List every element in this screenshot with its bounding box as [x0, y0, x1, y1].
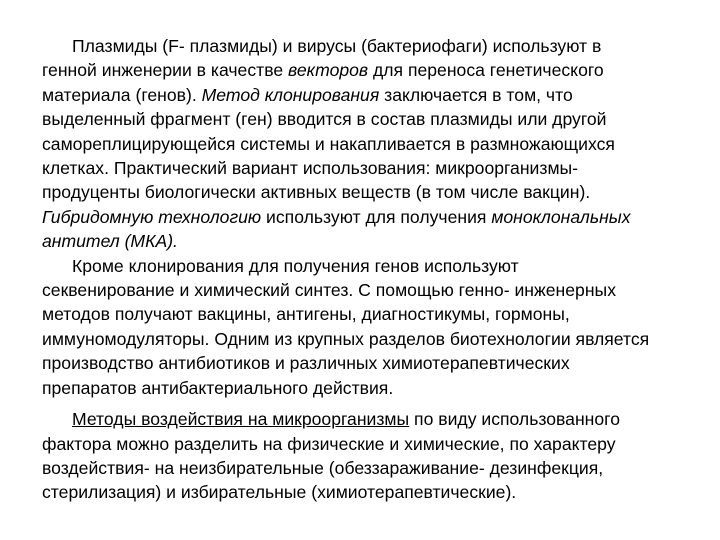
- text-line: [42, 456, 690, 480]
- text-line: [42, 302, 690, 326]
- text-line: [42, 480, 690, 504]
- text-run: материала (генов).: [42, 84, 202, 105]
- text-run: используют для получения: [261, 206, 492, 227]
- text-line: [42, 83, 690, 107]
- text-run: производство антибиотиков и различных химиотерапевтических: [42, 353, 570, 374]
- text-line: [42, 327, 690, 351]
- italic-term: моноклональных: [491, 206, 631, 227]
- text-run: генной инженерии в качестве: [42, 60, 289, 81]
- underlined-heading: Методы воздействия на микроорганизмы: [72, 409, 410, 430]
- text-run: секвенирование и химический синтез. С помощью генно- инженерных: [42, 280, 617, 301]
- text-run: Кроме клонирования для получения генов используют: [72, 255, 519, 276]
- text-line: [42, 180, 690, 204]
- text-run: заключается в том, что: [379, 84, 573, 105]
- text-run: Плазмиды (F- плазмиды) и вирусы (бактериофаги) используют в: [72, 36, 602, 56]
- text-line: [42, 254, 690, 278]
- text-line: [42, 376, 690, 400]
- text-line: [42, 351, 690, 375]
- text-line: [42, 34, 690, 58]
- text-line: [42, 205, 690, 229]
- text-run: воздействия- на неизбирательные (обеззараживание- дезинфекция,: [42, 457, 604, 478]
- text-line: [42, 278, 690, 302]
- text-run: стерилизация) и избирательные (химиотерапевтические).: [42, 482, 517, 503]
- text-run: для переноса генетического: [368, 60, 604, 81]
- text-line: [42, 156, 690, 180]
- italic-term: антител (МКА).: [42, 231, 178, 252]
- text-run: по виду использованного: [409, 409, 620, 430]
- paragraph-impact-methods: [42, 407, 690, 505]
- text-run: методов получают вакцины, антигены, диагностикумы, гормоны,: [42, 304, 570, 325]
- text-run: самореплицирующейся системы и накапливается в размножающихся: [42, 133, 615, 154]
- text-run: продуценты биологически активных веществ (в том числе вакцин).: [42, 182, 591, 203]
- text-run: клетках. Практический вариант использования: микроорганизмы-: [42, 158, 579, 179]
- paragraph-cloning-methods: [42, 254, 690, 400]
- text-line: [42, 229, 690, 253]
- italic-term: векторов: [288, 60, 369, 81]
- italic-term: Гибридомную технологию: [42, 206, 262, 227]
- text-line: [42, 107, 690, 131]
- text-line: [42, 407, 690, 431]
- text-run: фактора можно разделить на физические и химические, по характеру: [42, 433, 616, 454]
- text-run: иммуномодуляторы. Одним из крупных разделов биотехнологии является: [42, 328, 650, 349]
- text-run: выделенный фрагмент (ген) вводится в состав плазмиды или другой: [42, 109, 607, 130]
- italic-term: Метод клонирования: [201, 84, 380, 105]
- slide-text-body: [42, 34, 690, 505]
- paragraph-plasmids: [42, 34, 690, 254]
- text-line: [42, 132, 690, 156]
- text-line: [42, 432, 690, 456]
- text-run: препаратов антибактериального действия.: [42, 377, 394, 398]
- text-line: [42, 58, 690, 82]
